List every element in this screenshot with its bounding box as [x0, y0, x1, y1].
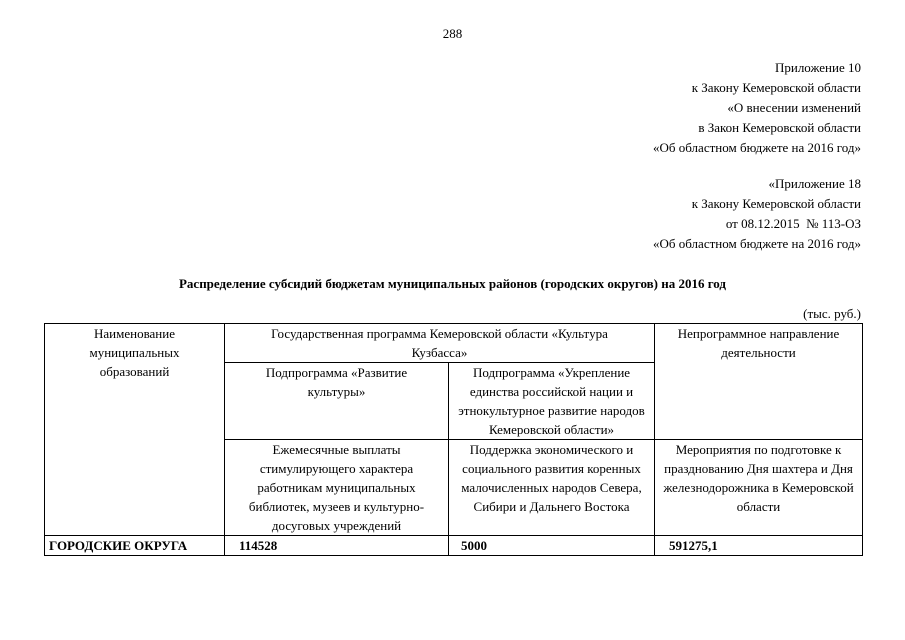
appendix-10-line: «О внесении изменений — [727, 100, 861, 115]
row-value-nonprogram: 591275,1 — [655, 536, 863, 556]
table-row — [45, 536, 863, 556]
page-number: 288 — [442, 26, 463, 41]
units-label: (тыс. руб.) — [803, 306, 861, 321]
header-measure-culture: Ежемесячные выплаты стимулирующего характера работникам муниципальных библиотек, музеев и культурно-досуговых учреждений — [225, 440, 449, 536]
appendix-10-line: Приложение 10 — [774, 60, 861, 75]
appendix-10-header — [653, 58, 861, 158]
header-municipal: Наименование муниципальных образований — [45, 324, 225, 536]
header-measure-unity: Поддержка экономического и социального развития коренных малочисленных народов Севера, Сибири и Дальнего Востока — [449, 440, 655, 536]
header-measure-nonprogram: Мероприятия по подготовке к празднованию Дня шахтера и Дня железнодорожника в Кемеровской области — [655, 440, 863, 536]
appendix-18-line: к Закону Кемеровской области — [691, 196, 861, 211]
document-title: Распределение субсидий бюджетам муниципальных районов (городских округов) на 2016 год — [178, 276, 727, 291]
row-value-culture: 114528 — [225, 536, 449, 556]
header-program: Государственная программа Кемеровской области «Культура Кузбасса» — [225, 324, 655, 363]
appendix-18-line: «Приложение 18 — [768, 176, 861, 191]
appendix-10-line: к Закону Кемеровской области — [691, 80, 861, 95]
row-name: ГОРОДСКИЕ ОКРУГА — [45, 536, 225, 556]
appendix-18-line: от 08.12.2015 № 113-ОЗ — [725, 216, 861, 231]
appendix-18-header — [653, 174, 861, 254]
appendix-18-line: «Об областном бюджете на 2016 год» — [653, 236, 861, 251]
subsidies-table — [44, 323, 863, 556]
appendix-10-line: «Об областном бюджете на 2016 год» — [653, 140, 861, 155]
header-subprogram-unity: Подпрограмма «Укрепление единства российской нации и этнокультурное развитие народов Кемеровской области» — [449, 363, 655, 440]
row-value-unity: 5000 — [449, 536, 655, 556]
header-nonprogram: Непрограммное направление деятельности — [655, 324, 863, 440]
appendix-10-line: в Закон Кемеровской области — [698, 120, 861, 135]
header-subprogram-culture: Подпрограмма «Развитие культуры» — [225, 363, 449, 440]
table-header-row — [45, 324, 863, 363]
